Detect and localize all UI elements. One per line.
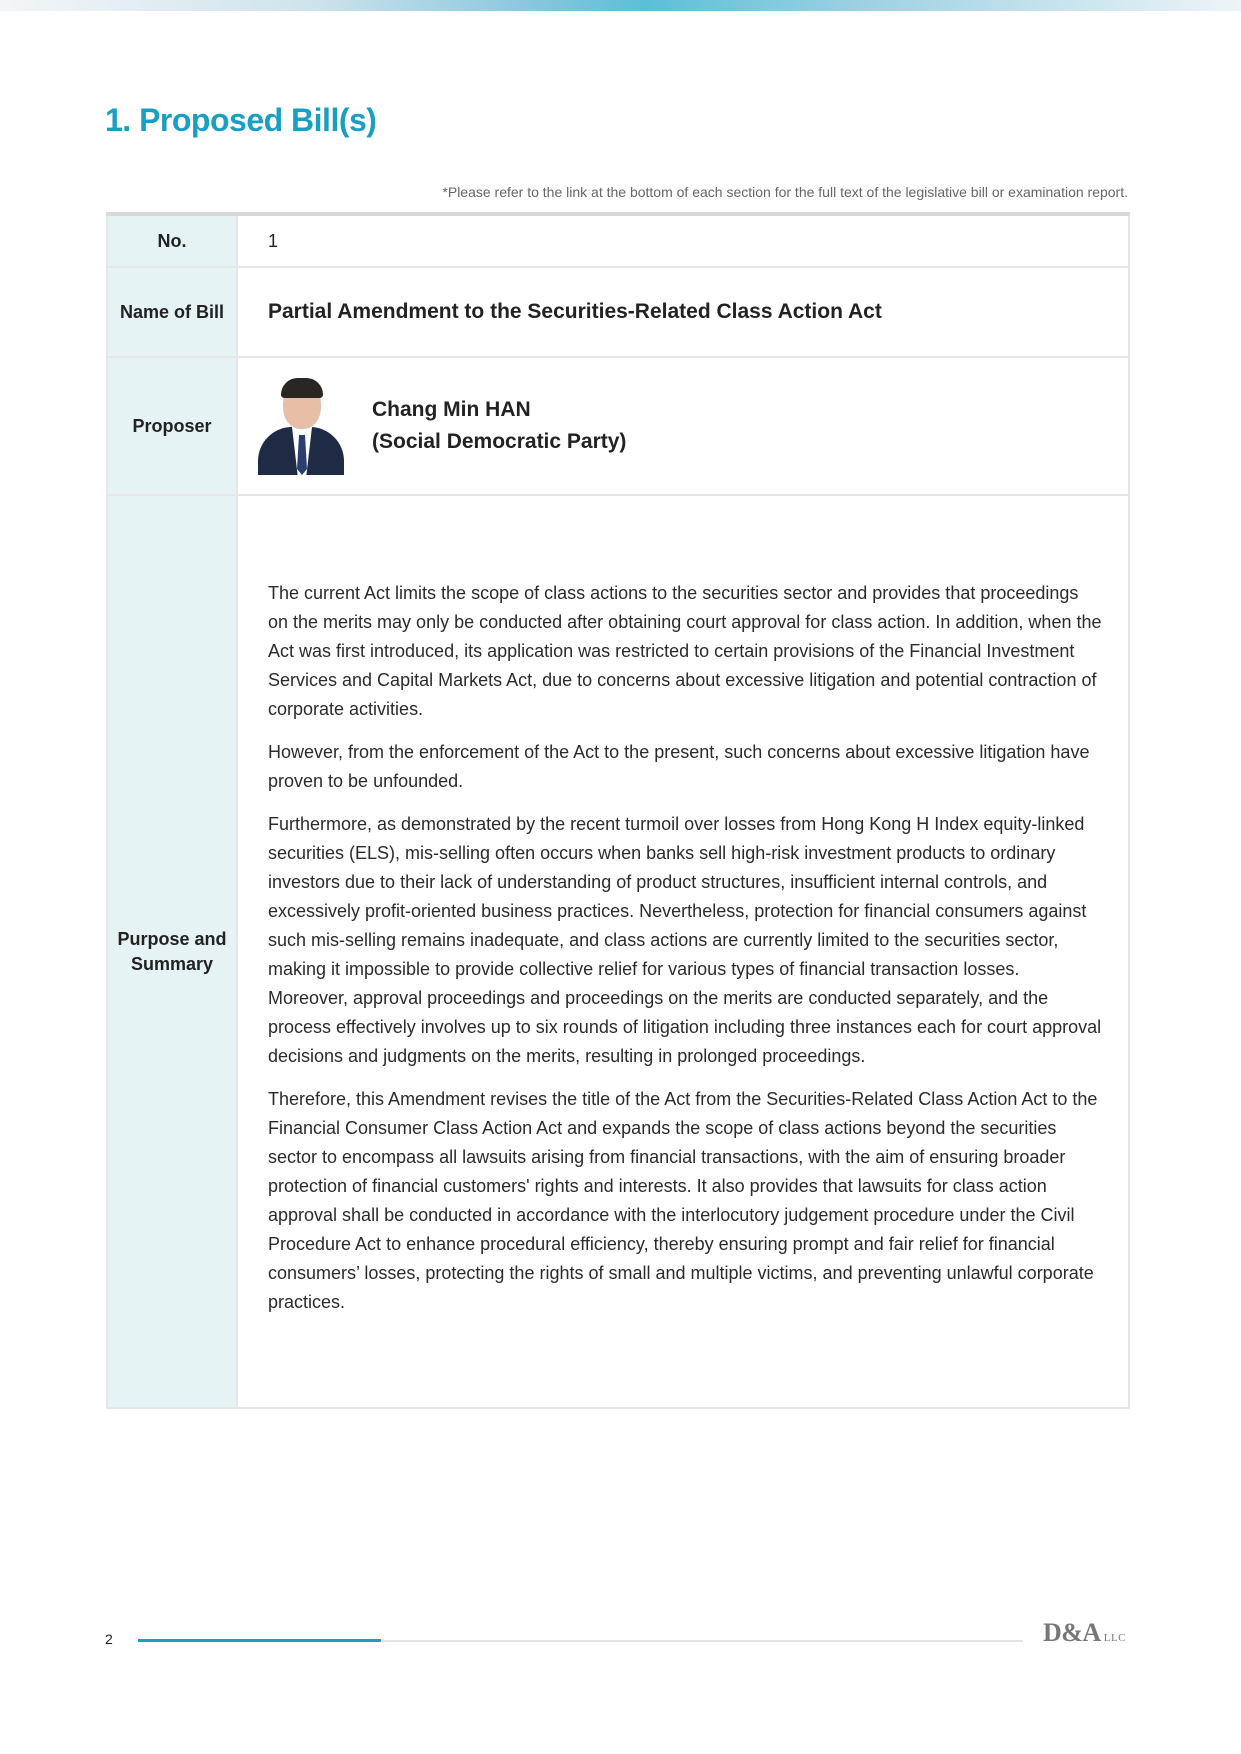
proposer-photo (256, 377, 346, 475)
proposer-box (268, 377, 1102, 475)
summary-paragraph: Furthermore, as demonstrated by the recent turmoil over losses from Hong Kong H Index equity-linked securities (ELS), mis-selling often occurs when banks sell high-risk investment products to ordinary investors due to their lack of understanding of product structures, insufficient internal controls, and excessively profit-oriented business practices. Nevertheless, protection for financial consumers against such mis-selling remains inadequate, and class actions are currently limited to the securities sector, making it impossible to provide collective relief for various types of financial transaction losses. Moreover, approval proceedings and proceedings on the merits are conducted separately, and the process effectively involves up to six rounds of litigation including three instances each for court approval decisions and judgments on the merits, resulting in prolonged proceedings. (268, 813, 1102, 1066)
proposer-party: (Social Democratic Party) (372, 430, 627, 453)
summary-label: Purpose and Summary (107, 495, 237, 1408)
bill-name-cell (237, 267, 1129, 357)
proposer-name: Chang Min HAN (372, 398, 531, 421)
top-gradient-bar (0, 0, 1241, 11)
bill-name-value: Partial Amendment to the Securities-Related Class Action Act (268, 300, 882, 323)
row-bill-name (107, 267, 1129, 357)
row-number (107, 214, 1129, 267)
summary-paragraph: Therefore, this Amendment revises the title of the Act from the Securities-Related Class Action Act to the Financial Consumer Class Action Act and expands the scope of class actions beyond the securities sector to encompass all lawsuits arising from financial transactions, with the aim of ensuring broader protection of financial customers' rights and interests. It also provides that lawsuits for class action approval shall be conducted in accordance with the interlocutory judgement procedure under the Civil Procedure Act to enhance procedural efficiency, thereby ensuring prompt and fair relief for financial consumers’ losses, protecting the rights of small and multiple victims, and preventing unlawful corporate practices. (268, 1088, 1098, 1312)
footer-line-accent (138, 1639, 381, 1642)
firm-logo (1043, 1618, 1126, 1648)
page-number: 2 (105, 1631, 113, 1647)
row-summary (107, 495, 1129, 1408)
proposer-text (372, 394, 626, 458)
proposer-cell (237, 357, 1129, 495)
no-label: No. (107, 214, 237, 267)
summary-text (268, 573, 1102, 1317)
logo-main: D&A (1043, 1618, 1101, 1647)
reference-note: *Please refer to the link at the bottom of each section for the full text of the legislative bill or examination report. (442, 184, 1128, 200)
bill-table (106, 212, 1130, 1409)
bill-name-label: Name of Bill (107, 267, 237, 357)
logo-sub: LLC (1103, 1632, 1126, 1644)
row-proposer (107, 357, 1129, 495)
summary-paragraph: However, from the enforcement of the Act to the present, such concerns about excessive litigation have proven to be unfounded. (268, 741, 1090, 791)
proposer-label: Proposer (107, 357, 237, 495)
summary-cell (237, 495, 1129, 1408)
summary-paragraph: The current Act limits the scope of class actions to the securities sector and provides that proceedings on the merits may only be conducted after obtaining court approval for class action. In addition, when the Act was first introduced, its application was restricted to certain provisions of the Financial Investment Services and Capital Markets Act, due to concerns about excessive litigation and potential contraction of corporate activities. (268, 582, 1102, 719)
no-value: 1 (237, 214, 1129, 267)
section-title: 1. Proposed Bill(s) (105, 102, 377, 138)
